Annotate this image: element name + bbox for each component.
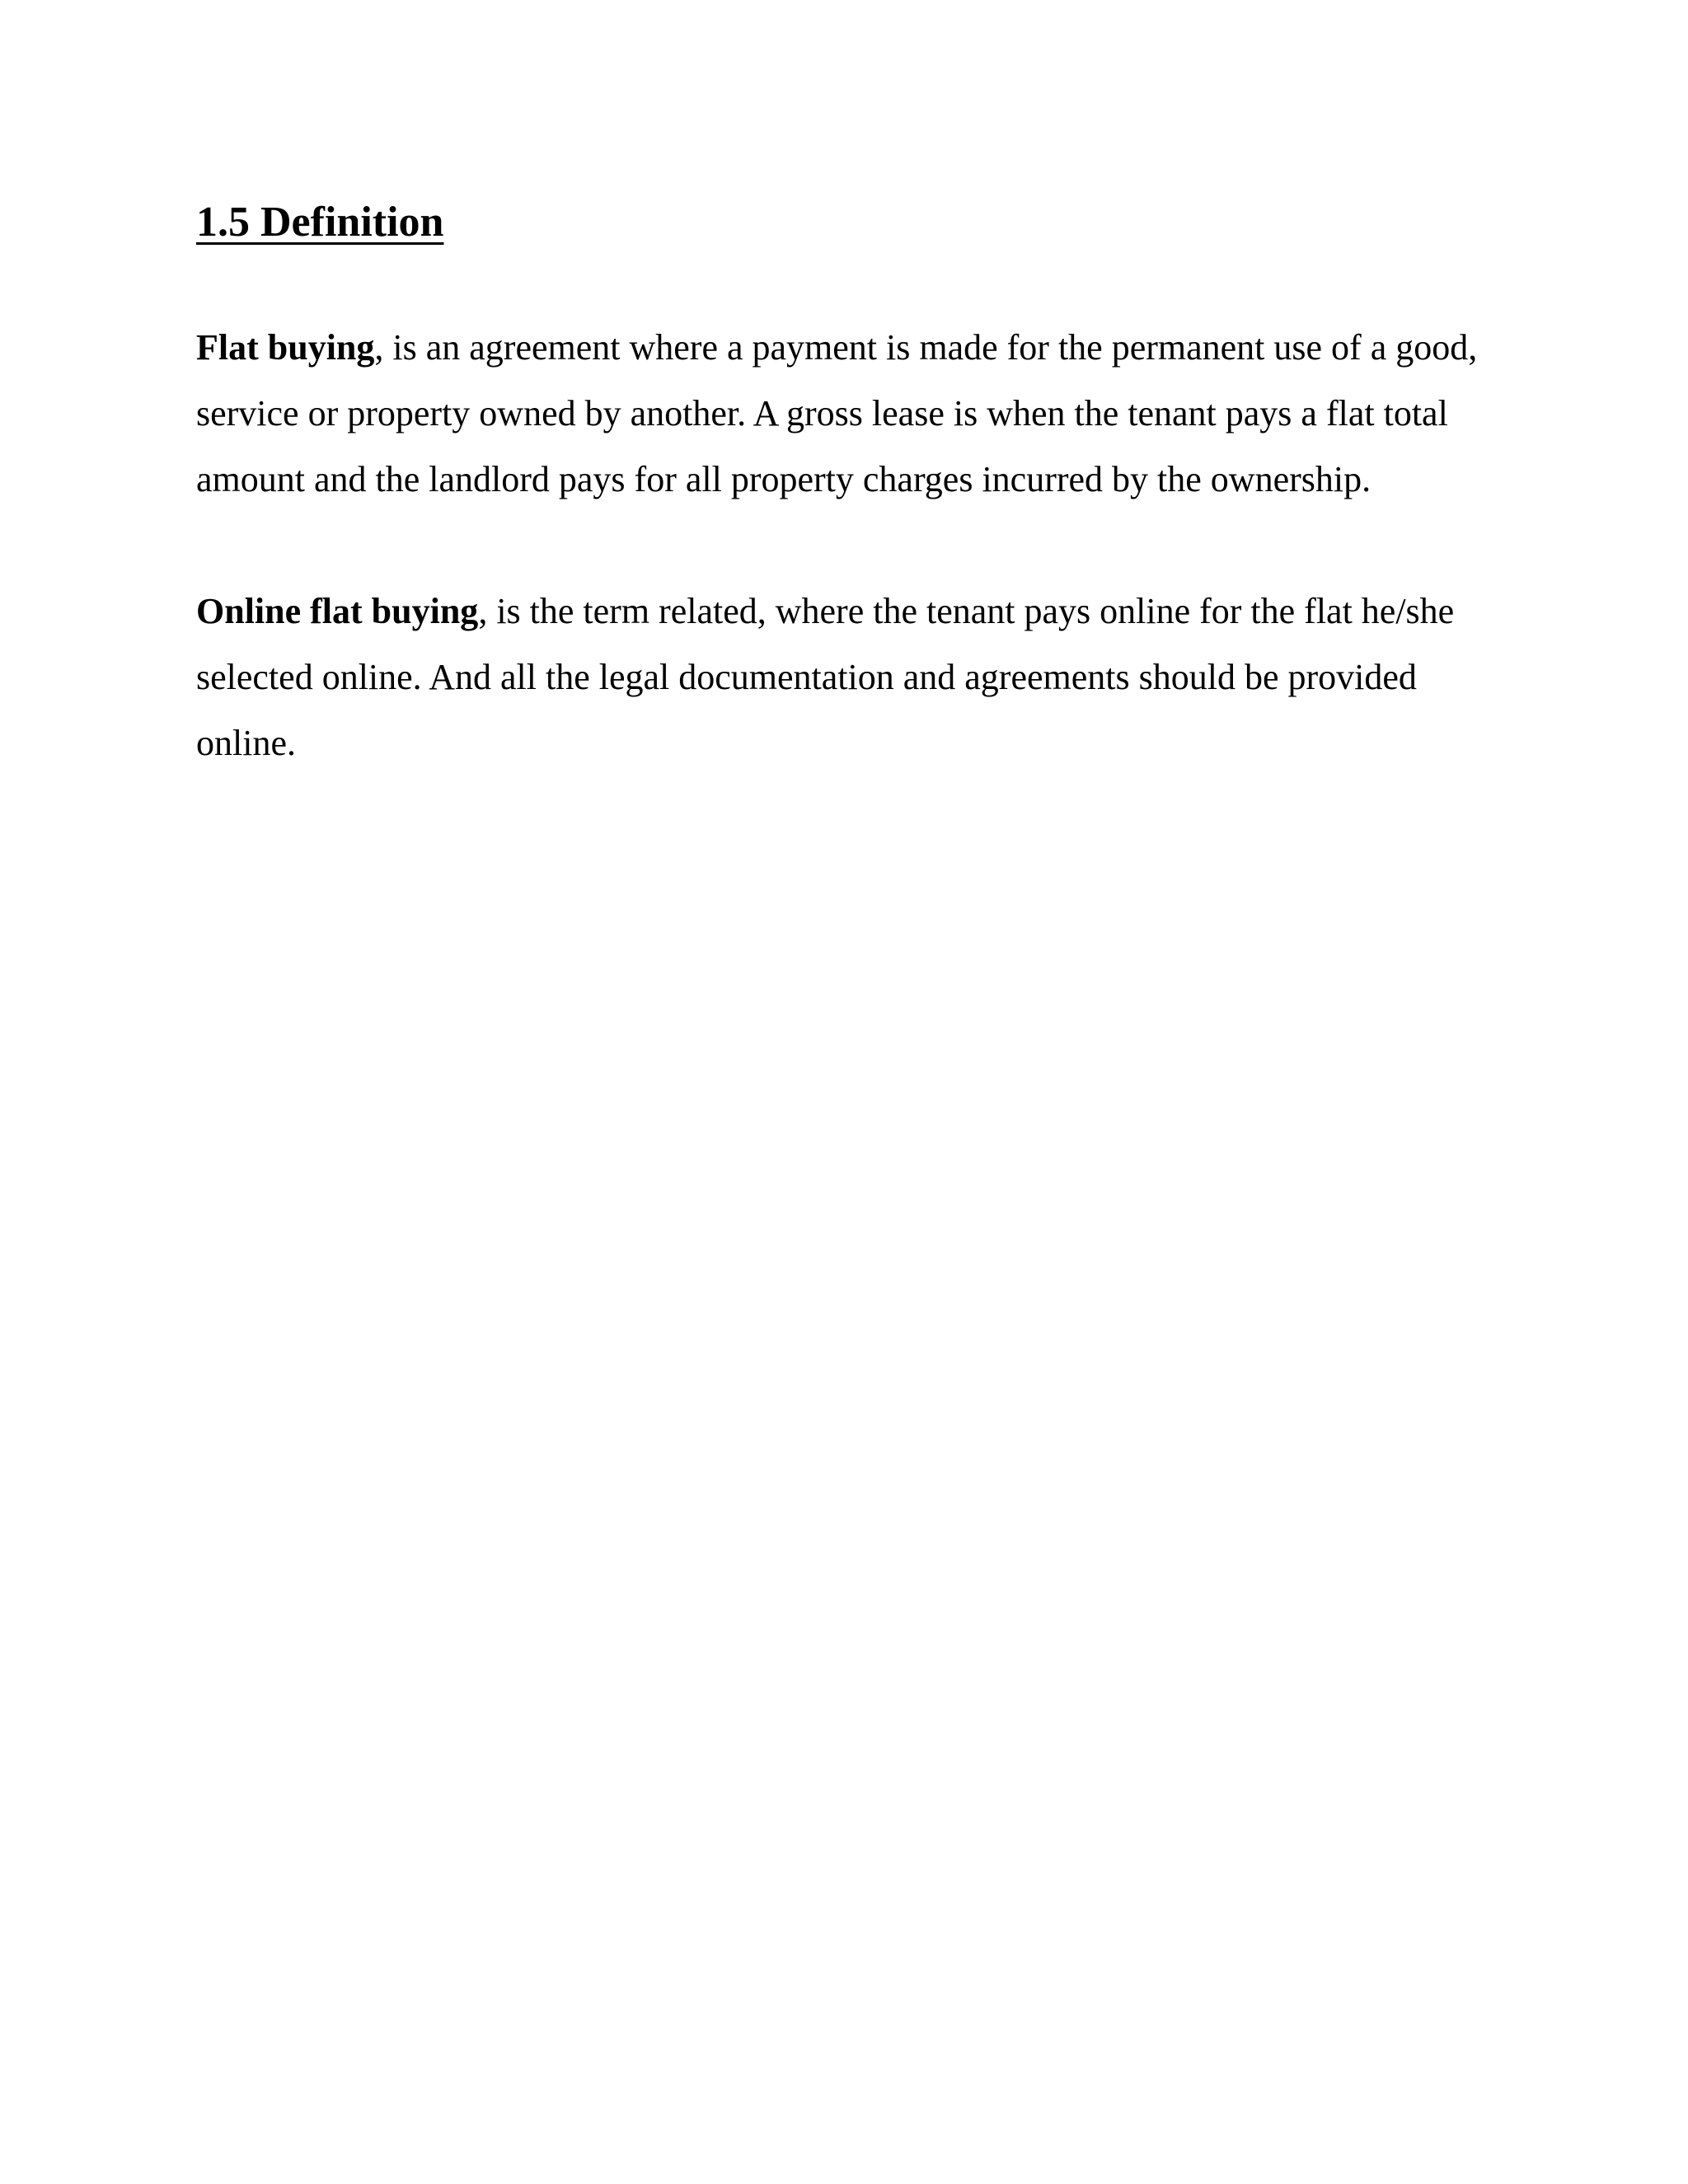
definition-term-online-flat-buying: Online flat buying bbox=[196, 591, 479, 631]
page-content bbox=[196, 191, 1498, 776]
definition-text-flat-buying: , is an agreement where a payment is made for the permanent use of a good, service or property owned by another. A gross lease is when the tenant pays a flat total amount and the landlord pays for all property charges incurred by the ownership. bbox=[196, 327, 1478, 499]
definition-text-online-flat-buying: , is the term related, where the tenant pays online for the flat he/she selected online. And all the legal documentation and agreements should be provided online. bbox=[196, 591, 1455, 763]
section-heading: 1.5 Definition bbox=[196, 199, 444, 246]
definition-paragraph-flat-buying bbox=[196, 315, 1498, 513]
definition-term-flat-buying: Flat buying bbox=[196, 327, 375, 368]
definition-paragraph-online-flat-buying bbox=[196, 579, 1498, 776]
